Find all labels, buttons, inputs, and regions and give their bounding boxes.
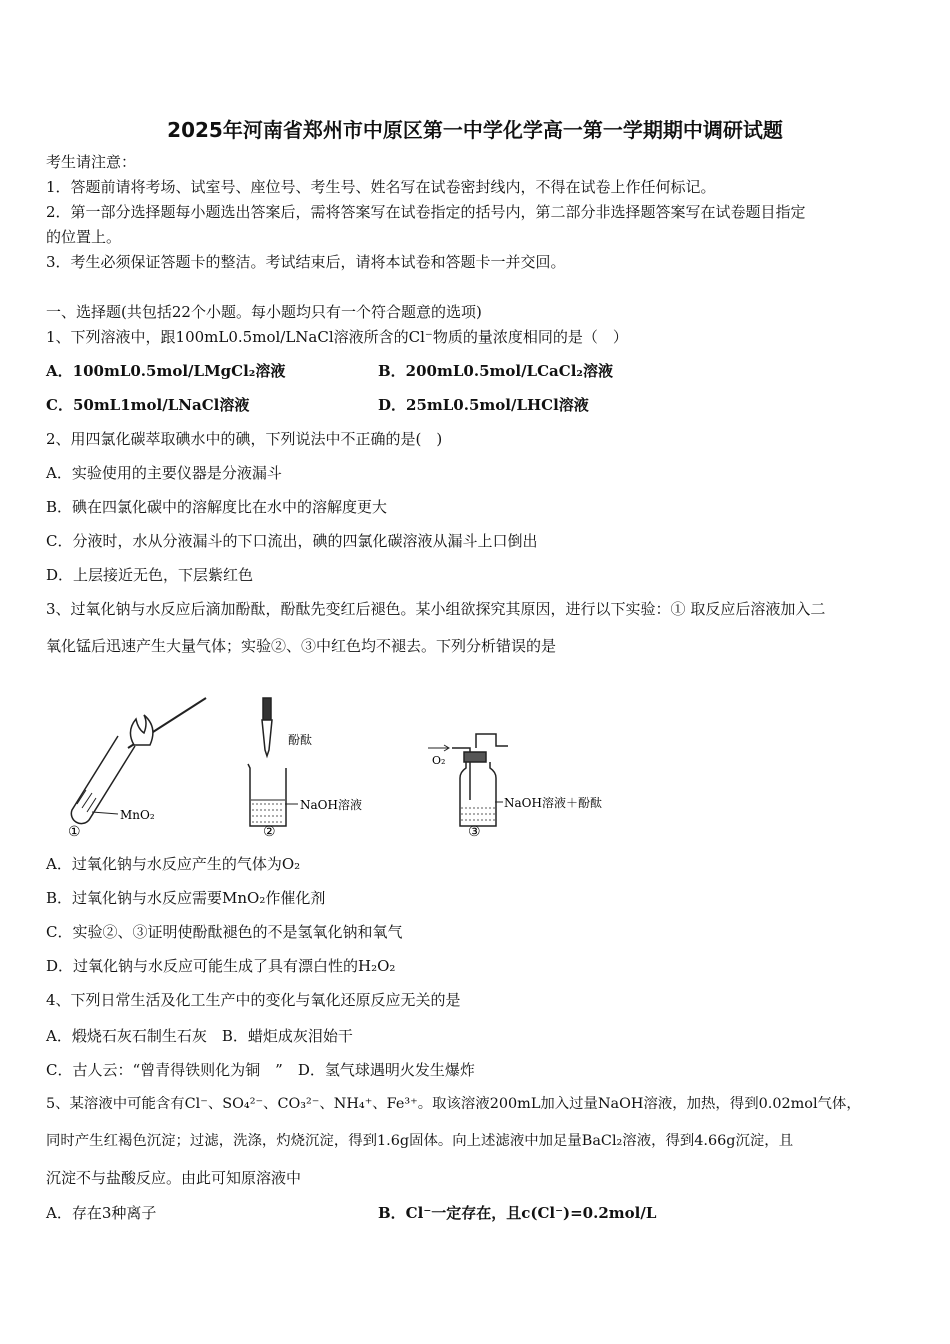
naoh-phenol-label: NaOH溶液＋酚酞 xyxy=(504,796,602,810)
experiment-2-label: ② xyxy=(263,824,276,840)
page-title: 2025年河南省郑州市中原区第一中学化学高一第一学期期中调研试题 xyxy=(167,118,783,142)
section-heading: 一、选择题(共包括22个小题。每小题均只有一个符合题意的选项) xyxy=(46,303,482,321)
q5-stem: 5、某溶液中可能含有Cl⁻、SO₄²⁻、CO₃²⁻、NH₄⁺、Fe³⁺。取该溶液200mL加入过量NaOH溶液，加热，得到0.02mol气体， xyxy=(46,1096,861,1112)
phenolphthalein-label: 酚酞 xyxy=(288,733,313,747)
q2-option-d: D．上层接近无色，下层紫红色 xyxy=(46,566,254,584)
q3-stem: 氧化锰后迅速产生大量气体；实验②、③中红色均不褪去。下列分析错误的是 xyxy=(46,637,557,655)
q4-stem: 4、下列日常生活及化工生产中的变化与氧化还原反应无关的是 xyxy=(46,991,461,1009)
q1-option-d: D．25mL0.5mol/LHCl溶液 xyxy=(378,396,589,414)
q5-option-b: B．Cl⁻一定存在，且c(Cl⁻)=0.2mol/L xyxy=(378,1204,657,1222)
mno2-label: MnO₂ xyxy=(120,808,155,822)
q5-stem: 沉淀不与盐酸反应。由此可知原溶液中 xyxy=(46,1169,302,1187)
test-tube-icon xyxy=(71,698,206,824)
q3-option-d: D．过氧化钠与水反应可能生成了具有漂白性的H₂O₂ xyxy=(46,957,396,975)
q2-option-a: A．实验使用的主要仪器是分液漏斗 xyxy=(46,464,282,482)
experiment-1-label: ① xyxy=(68,824,81,840)
q2-stem: 2、用四氯化碳萃取碘水中的碘，下列说法中不正确的是( ) xyxy=(46,430,443,448)
q1-stem: 1、下列溶液中，跟100mL0.5mol/LNaCl溶液所含的Cl⁻物质的量浓度相同的是（ ） xyxy=(46,328,628,346)
notice-item: 2．第一部分选择题每小题选出答案后，需将答案写在试卷指定的括号内，第二部分非选择题答案写在试卷题目指定 xyxy=(46,203,806,221)
notice-item: 的位置上。 xyxy=(46,228,122,246)
naoh-label: NaOH溶液 xyxy=(300,798,362,812)
q3-option-c: C．实验②、③证明使酚酞褪色的不是氢氧化钠和氧气 xyxy=(46,923,403,941)
experiment-3-label: ③ xyxy=(468,824,481,840)
notice-item: 1．答题前请将考场、试室号、座位号、考生号、姓名写在试卷密封线内，不得在试卷上作任何标记。 xyxy=(46,178,716,196)
q4-options-ab: A．煅烧石灰石制生石灰 B．蜡炬成灰泪始干 xyxy=(46,1027,353,1045)
q2-option-b: B．碘在四氯化碳中的溶解度比在水中的溶解度更大 xyxy=(46,498,388,516)
q2-option-c: C．分液时，水从分液漏斗的下口流出，碘的四氯化碳溶液从漏斗上口倒出 xyxy=(46,532,538,550)
q1-option-b: B．200mL0.5mol/LCaCl₂溶液 xyxy=(378,362,613,380)
o2-label: O₂ xyxy=(432,754,446,767)
beaker-icon xyxy=(248,698,298,826)
q1-option-c: C．50mL1mol/LNaCl溶液 xyxy=(46,396,250,414)
q3-option-b: B．过氧化钠与水反应需要MnO₂作催化剂 xyxy=(46,889,326,907)
q4-options-cd: C．古人云：“曾青得铁则化为铜 ” D．氢气球遇明火发生爆炸 xyxy=(46,1061,475,1079)
q1-option-a: A．100mL0.5mol/LMgCl₂溶液 xyxy=(46,362,286,380)
notice-item: 3．考生必须保证答题卡的整洁。考试结束后，请将本试卷和答题卡一并交回。 xyxy=(46,253,566,271)
notice-heading: 考生请注意： xyxy=(46,153,137,171)
experiment-figure xyxy=(56,690,616,840)
q5-stem: 同时产生红褐色沉淀；过滤，洗涤，灼烧沉淀，得到1.6g固体。向上述滤液中加足量BaCl₂溶液，得到4.66g沉淀，且 xyxy=(46,1133,794,1149)
q3-option-a: A．过氧化钠与水反应产生的气体为O₂ xyxy=(46,855,301,873)
q3-stem: 3、过氧化钠与水反应后滴加酚酞，酚酞先变红后褪色。某小组欲探究其原因，进行以下实验：① 取反应后溶液加入二 xyxy=(46,600,826,618)
q5-option-a: A．存在3种离子 xyxy=(46,1204,157,1222)
gas-bottle-icon xyxy=(428,734,508,826)
